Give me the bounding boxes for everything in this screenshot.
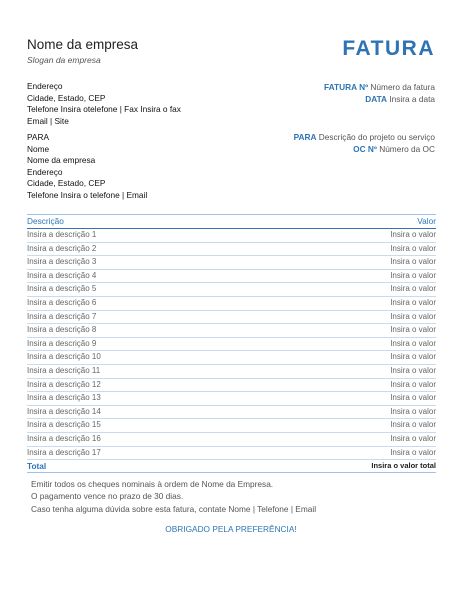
- po-number-value: Número da OC: [379, 144, 435, 154]
- row-value: Insira o valor: [390, 365, 436, 375]
- table-row: [27, 324, 436, 338]
- sender-email-site: Email | Site: [27, 115, 69, 126]
- row-value: Insira o valor: [390, 447, 436, 457]
- row-value: Insira o valor: [390, 379, 436, 389]
- sender-address: Endereço: [27, 81, 63, 91]
- row-description: Insira a descrição 2: [27, 243, 97, 253]
- table-row: [27, 243, 436, 257]
- row-value: Insira o valor: [390, 311, 436, 321]
- invoice-date-value: Insira a data: [389, 94, 435, 104]
- description-column-header: Descrição: [27, 216, 64, 226]
- recipient-name: Nome: [27, 143, 50, 154]
- recipient-company: Nome da empresa: [27, 155, 96, 165]
- row-description: Insira a descrição 8: [27, 325, 97, 335]
- payment-notes: [31, 478, 316, 515]
- table-row: [27, 433, 436, 447]
- table-row: [27, 419, 436, 433]
- total-label: Total: [27, 461, 47, 472]
- project-label: PARA: [293, 132, 317, 142]
- row-value: Insira o valor: [390, 420, 436, 430]
- recipient-block: [27, 132, 147, 201]
- row-description: Insira a descrição 3: [27, 257, 97, 267]
- total-value: Insira o valor total: [371, 461, 436, 471]
- total-row: [27, 460, 436, 473]
- document-title: FATURA: [342, 37, 435, 60]
- row-value: Insira o valor: [390, 338, 436, 348]
- table-row: [27, 406, 436, 420]
- table-body: [27, 229, 436, 460]
- invoice-date-line: [365, 94, 435, 104]
- table-row: [27, 283, 436, 297]
- table-row: [27, 338, 436, 352]
- row-description: Insira a descrição 15: [27, 420, 101, 430]
- invoice-number-value: Número da fatura: [370, 82, 435, 92]
- table-header: [27, 214, 436, 229]
- sender-address-block: [27, 81, 181, 127]
- row-description: Insira a descrição 7: [27, 311, 97, 321]
- row-description: Insira a descrição 5: [27, 284, 97, 294]
- row-description: Insira a descrição 9: [27, 338, 97, 348]
- project-value: Descrição do projeto ou serviço: [318, 132, 435, 142]
- recipient-heading: PARA: [27, 132, 49, 142]
- note-cheques: Emitir todos os cheques nominais à ordem de Nome da Empresa.: [31, 479, 274, 489]
- row-description: Insira a descrição 13: [27, 393, 101, 403]
- row-value: Insira o valor: [390, 257, 436, 267]
- row-value: Insira o valor: [390, 230, 436, 239]
- value-column-header: Valor: [417, 216, 436, 226]
- row-value: Insira o valor: [390, 325, 436, 335]
- thank-you-message: OBRIGADO PELA PREFERÊNCIA!: [165, 524, 297, 534]
- row-description: Insira a descrição 12: [27, 379, 101, 389]
- row-description: Insira a descrição 6: [27, 297, 97, 307]
- invoice-number-line: [324, 82, 435, 92]
- table-row: [27, 379, 436, 393]
- table-row: [27, 311, 436, 325]
- sender-phone-fax: Telefone Insira otelefone | Fax Insira o fax: [27, 104, 181, 114]
- line-items-table: [27, 214, 436, 473]
- table-row: [27, 447, 436, 461]
- recipient-address: Endereço: [27, 166, 63, 177]
- table-row: [27, 256, 436, 270]
- recipient-city-state-zip: Cidade, Estado, CEP: [27, 178, 106, 188]
- po-number-label: OC Nº: [353, 144, 377, 154]
- invoice-number-label: FATURA Nº: [324, 82, 369, 92]
- row-description: Insira a descrição 11: [27, 365, 101, 375]
- table-row: [27, 297, 436, 311]
- row-value: Insira o valor: [390, 433, 436, 443]
- row-description: Insira a descrição 4: [27, 270, 97, 280]
- project-line: [294, 132, 435, 142]
- row-description: Insira a descrição 16: [27, 433, 101, 443]
- row-description: Insira a descrição 1: [27, 230, 97, 239]
- note-due: O pagamento vence no prazo de 30 dias.: [31, 491, 184, 502]
- table-row: [27, 392, 436, 406]
- company-slogan: Slogan da empresa: [27, 55, 101, 65]
- row-description: Insira a descrição 17: [27, 447, 101, 457]
- table-row: [27, 270, 436, 284]
- row-value: Insira o valor: [390, 406, 436, 416]
- row-value: Insira o valor: [390, 270, 436, 280]
- table-row: [27, 351, 436, 365]
- row-value: Insira o valor: [390, 297, 436, 307]
- recipient-phone-email: Telefone Insira o telefone | Email: [27, 189, 148, 200]
- sender-city-state-zip: Cidade, Estado, CEP: [27, 92, 106, 103]
- row-value: Insira o valor: [390, 243, 436, 253]
- po-number-line: [353, 144, 435, 154]
- row-value: Insira o valor: [390, 393, 436, 403]
- table-row: [27, 365, 436, 379]
- row-description: Insira a descrição 14: [27, 406, 101, 416]
- note-contact: Caso tenha alguma dúvida sobre esta fatura, contate Nome | Telefone | Email: [31, 503, 317, 514]
- row-description: Insira a descrição 10: [27, 352, 101, 362]
- table-row: [27, 229, 436, 243]
- row-value: Insira o valor: [390, 352, 436, 362]
- company-name: Nome da empresa: [27, 37, 139, 52]
- row-value: Insira o valor: [390, 284, 436, 294]
- invoice-date-label: DATA: [365, 94, 388, 104]
